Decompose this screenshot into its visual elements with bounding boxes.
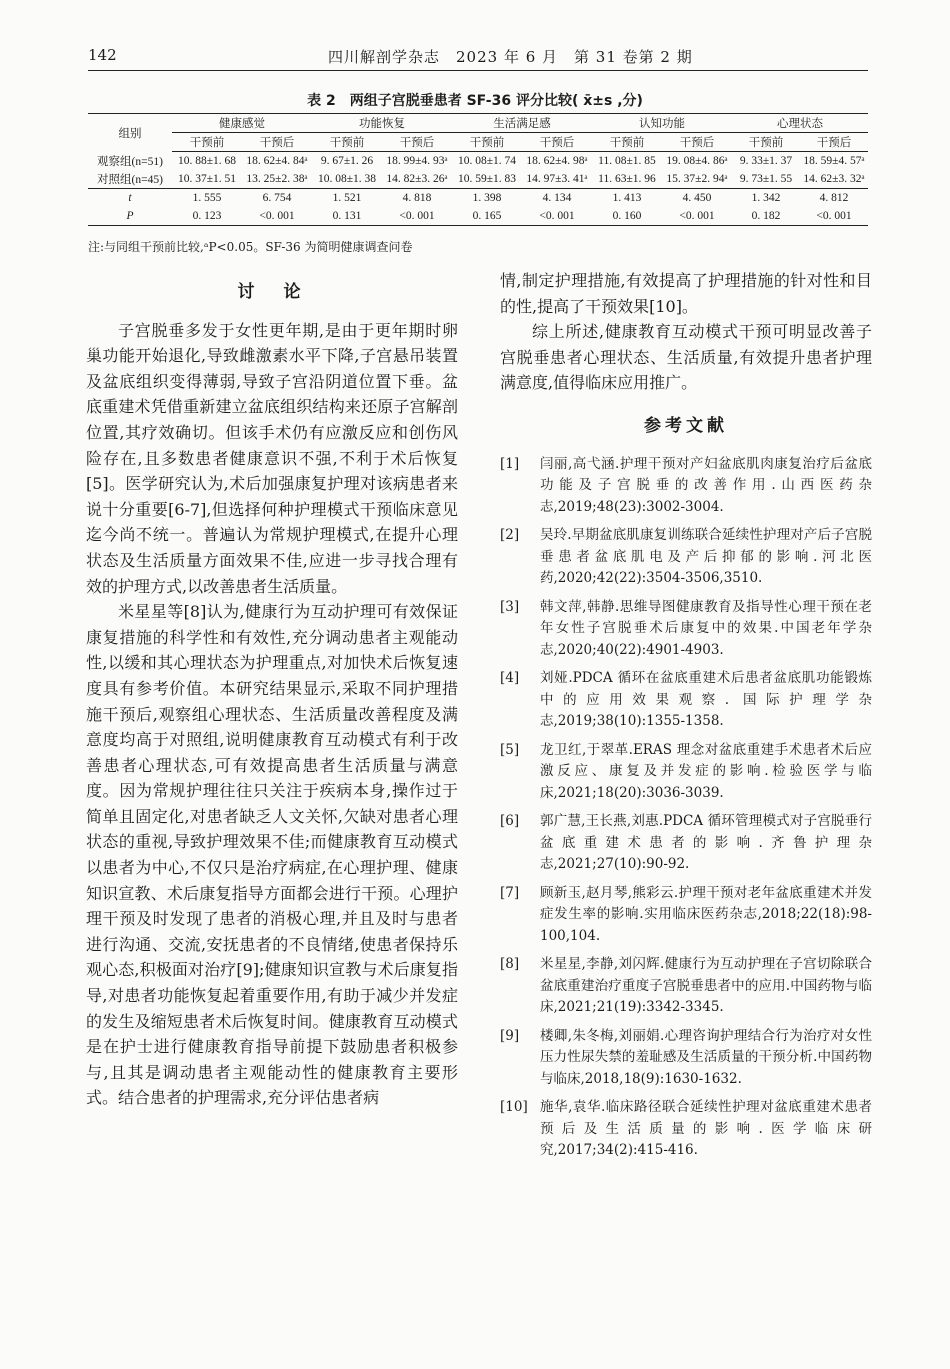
- sf36-table: [88, 113, 868, 226]
- cell: 18. 62±4. 84ᵃ: [246, 155, 308, 167]
- reference-item: [500, 1097, 872, 1162]
- cell: 4. 134: [522, 189, 592, 208]
- cell: 0. 165: [452, 207, 522, 226]
- reference-text: 郭广慧,王长燕,刘惠.PDCA 循环管理模式对子宫脱垂行盆底重建术患者的影响.齐鲁护理杂志,2021;27(10):90-92.: [540, 813, 872, 873]
- cell: 0. 160: [592, 207, 662, 226]
- running-header: [88, 40, 868, 71]
- row-label: 对照组(n=45): [97, 174, 163, 186]
- table-note: 注:与同组干预前比较,ᵃP<0.05。SF-36 为简明健康调查问卷: [88, 240, 413, 254]
- cell: 14. 97±3. 41ᵃ: [526, 173, 588, 185]
- cell: 9. 67±1. 26: [320, 155, 374, 167]
- cell: 11. 08±1. 85: [598, 155, 656, 167]
- cell: 18. 62±4. 98ᵃ: [526, 155, 588, 167]
- row-label: P: [88, 207, 172, 226]
- reference-number: [3]: [500, 598, 520, 615]
- cell: 1. 398: [452, 189, 522, 208]
- sub-header: 干预后: [522, 133, 592, 152]
- reference-number: [2]: [500, 527, 520, 544]
- reference-number: [10]: [500, 1099, 528, 1116]
- cell: 4. 818: [382, 189, 452, 208]
- reference-list: [500, 454, 872, 1162]
- sub-header: 干预后: [662, 133, 732, 152]
- cell: 9. 73±1. 55: [739, 173, 793, 185]
- cell: 10. 88±1. 68: [177, 155, 237, 167]
- cell: 0. 123: [172, 207, 242, 226]
- reference-item: [500, 597, 872, 662]
- reference-text: 闫丽,高弋涵.护理干预对产妇盆底肌肉康复治疗后盆底功能及子宫脱垂的改善作用.山西医药杂志,2019;48(23):3002-3004.: [540, 455, 872, 515]
- sub-header: 干预前: [732, 133, 800, 152]
- reference-item: [500, 811, 872, 876]
- reference-text: 楼卿,朱冬梅,刘丽娟.心理咨询护理结合行为治疗对女性压力性尿失禁的羞耻感及生活质量的干预分析.中国药物与临床,2018,18(9):1630-1632.: [540, 1027, 872, 1087]
- table-title: 表 2 两组子宫脱垂患者 SF-36 评分比较( x̄±s ,分): [307, 93, 643, 109]
- reference-text: 龙卫红,于翠革.ERAS 理念对盆底重建手术患者术后应激反应、康复及并发症的影响.检验医学与临床,2021;18(20):3036-3039.: [540, 741, 872, 801]
- reference-number: [7]: [500, 884, 520, 901]
- reference-text: 顾新玉,赵月琴,熊彩云.护理干预对老年盆底重建术并发症发生率的影响.实用临床医药杂志,2018;22(18):98-100,104.: [540, 884, 872, 944]
- reference-item: [500, 525, 872, 590]
- cell: 10. 37±1. 51: [177, 173, 237, 185]
- reference-item: [500, 883, 872, 948]
- cell: <0. 001: [242, 207, 312, 226]
- sub-header: 干预后: [242, 133, 312, 152]
- paragraph: 情,制定护理措施,有效提高了护理措施的针对性和目的性,提高了干预效果[10]。: [500, 271, 872, 316]
- cell: 1. 342: [732, 189, 800, 208]
- cell: 19. 08±4. 86ᵃ: [666, 155, 728, 167]
- domain-header: 心理状态: [732, 114, 868, 133]
- sub-header: 干预前: [592, 133, 662, 152]
- table-row: [88, 152, 868, 171]
- right-column: [500, 268, 872, 1169]
- reference-text: 吴玲.早期盆底肌康复训练联合延续性护理对产后子宫脱垂患者盆底肌电及产后抑郁的影响.河北医药,2020;42(22):3504-3506,3510.: [540, 527, 872, 587]
- reference-item: [500, 740, 872, 805]
- reference-item: [500, 954, 872, 1019]
- reference-item: [500, 668, 872, 733]
- cell: 13. 25±2. 38ᵃ: [246, 173, 308, 185]
- table-row: [88, 207, 868, 226]
- cell: 0. 131: [312, 207, 382, 226]
- reference-item: [500, 454, 872, 519]
- row-label: t: [88, 189, 172, 208]
- reference-number: [4]: [500, 670, 520, 687]
- reference-number: [6]: [500, 813, 520, 830]
- cell: 1. 521: [312, 189, 382, 208]
- cell: 4. 812: [800, 189, 868, 208]
- cell: 18. 59±4. 57ᵃ: [803, 155, 865, 167]
- cell: <0. 001: [522, 207, 592, 226]
- cell: 11. 63±1. 96: [598, 173, 656, 185]
- cell: 1. 555: [172, 189, 242, 208]
- cell: 9. 33±1. 37: [739, 155, 793, 167]
- cell: <0. 001: [662, 207, 732, 226]
- domain-header: 认知功能: [592, 114, 732, 133]
- page-number: 142: [88, 46, 117, 64]
- domain-header: 功能恢复: [312, 114, 452, 133]
- cell: <0. 001: [382, 207, 452, 226]
- domain-header: 健康感觉: [172, 114, 312, 133]
- table-row: [88, 170, 868, 189]
- sub-header: 干预后: [382, 133, 452, 152]
- cell: 18. 99±4. 93ᵃ: [386, 155, 448, 167]
- reference-item: [500, 1026, 872, 1091]
- reference-number: [9]: [500, 1027, 520, 1044]
- paragraph: 综上所述,健康教育互动模式干预可明显改善子宫脱垂患者心理状态、生活质量,有效提升患者护理满意度,值得临床应用推广。: [500, 322, 872, 393]
- reference-text: 施华,袁华.临床路径联合延续性护理对盆底重建术患者预后及生活质量的影响.医学临床研究,2017;34(2):415-416.: [540, 1099, 872, 1159]
- reference-text: 韩文萍,韩静.思维导图健康教育及指导性心理干预在老年女性子宫脱垂术后康复中的效果.中国老年学杂志,2020;40(22):4901-4903.: [540, 598, 872, 658]
- discussion-title: 讨 论: [237, 282, 307, 302]
- paragraph: 子宫脱垂多发于女性更年期,是由于更年期时卵巢功能开始退化,导致雌激素水平下降,子宫悬吊装置及盆底组织变得薄弱,导致子宫沿阴道位置下垂。盆底重建术凭借重新建立盆底组织结构来还原子宫解剖位置,其疗效确切。但该手术仍有应激反应和创伤风险存在,且多数患者健康意识不强,不利于术后恢复[5]。医学研究认为,术后加强康复护理对该病患者来说十分重要[6-7],但选择何种护理模式干预临床意见迄今尚不统一。普遍认为常规护理模式,在提升心理状态及生活质量方面效果不佳,应进一步寻找合理有效的护理方式,以改善患者生活质量。: [86, 320, 458, 596]
- cell: 1. 413: [592, 189, 662, 208]
- cell: 14. 62±3. 32ᵃ: [803, 173, 865, 185]
- cell: 14. 82±3. 26ᵃ: [386, 173, 448, 185]
- reference-text: 米星星,李静,刘闪辉.健康行为互动护理在子宫切除联合盆底重建治疗重度子宫脱垂患者中的应用.中国药物与临床,2021;21(19):3342-3345.: [540, 956, 872, 1016]
- cell: 10. 08±1. 74: [457, 155, 517, 167]
- cell: 10. 59±1. 83: [457, 173, 517, 185]
- table-row: [88, 189, 868, 208]
- sub-header: 干预前: [312, 133, 382, 152]
- cell: 0. 182: [732, 207, 800, 226]
- cell: 6. 754: [242, 189, 312, 208]
- sub-header: 干预后: [800, 133, 868, 152]
- row-label: 观察组(n=51): [97, 155, 163, 168]
- paragraph: 米星星等[8]认为,健康行为互动护理可有效保证康复措施的科学性和有效性,充分调动患者主观能动性,以缓和其心理状态为护理重点,对加快术后恢复速度具有参考价值。本研究结果显示,采取不同护理措施干预后,观察组心理状态、生活质量改善程度及满意度均高于对照组,说明健康教育互动模式有利于改善患者心理状态,可有效提高患者生活质量与满意度。因为常规护理往往只关注于疾病本身,操作过于简单且固定化,对患者缺乏人文关怀,欠缺对患者心理状态的重视,导致护理效果不佳;而健康教育互动模式以患者为中心,不仅只是治疗病症,在心理护理、健康知识宣教、术后康复指导方面都会进行干预。心理护理干预及时发现了患者的消极心理,并且及时与患者进行沟通、交流,安抚患者的不良情绪,使患者保持乐观心态,积极面对治疗[9];健康知识宣教与术后康复指导,对患者功能恢复起着重要作用,有助于减少并发症的发生及缩短患者术后恢复时间。健康教育互动模式是在护士进行健康教育指导前提下鼓励患者积极参与,且其是调动患者主观能动性的健康教育主要形式。结合患者的护理需求,充分评估患者病: [86, 602, 458, 1108]
- sub-header: 干预前: [452, 133, 522, 152]
- reference-text: 刘娅.PDCA 循环在盆底重建术后患者盆底肌功能锻炼中的应用效果观察. 国际护理学杂志,2019;38(10):1355-1358.: [540, 670, 872, 730]
- domain-header: 生活满足感: [452, 114, 592, 133]
- references-title: 参考文献: [644, 415, 728, 436]
- cell: 15. 37±2. 94ᵃ: [666, 173, 728, 185]
- cell: 10. 08±1. 38: [317, 173, 377, 185]
- group-header: 组别: [88, 114, 172, 152]
- sub-header: 干预前: [172, 133, 242, 152]
- journal-issue: 四川解剖学杂志 2023 年 6 月 第 31 卷第 2 期: [328, 48, 693, 66]
- reference-number: [8]: [500, 956, 520, 973]
- left-column: [86, 280, 458, 1111]
- reference-number: [5]: [500, 741, 520, 758]
- cell: 4. 450: [662, 189, 732, 208]
- reference-number: [1]: [500, 455, 520, 472]
- cell: <0. 001: [800, 207, 868, 226]
